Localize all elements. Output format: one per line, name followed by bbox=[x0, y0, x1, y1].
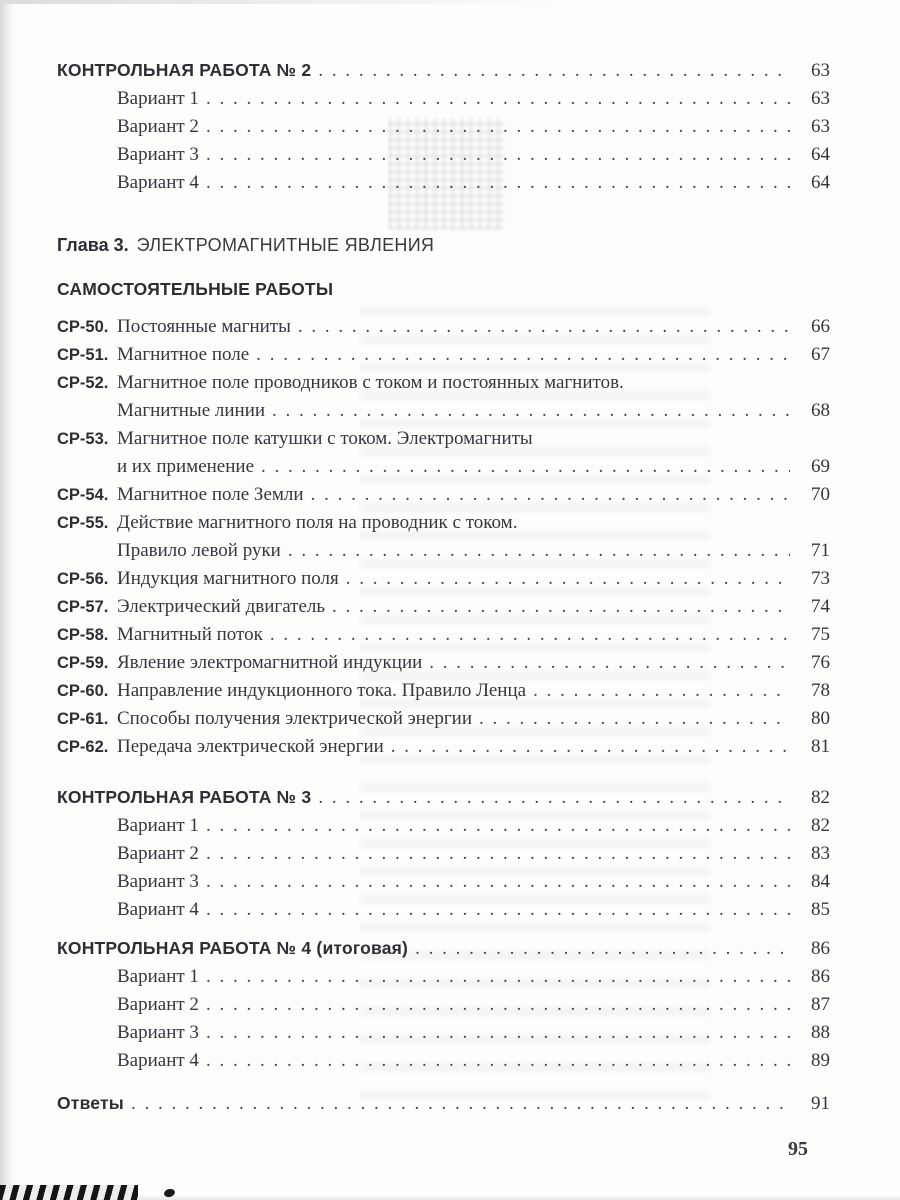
dot-leader bbox=[429, 649, 790, 677]
toc-entry bbox=[57, 509, 830, 565]
dot-leader bbox=[206, 169, 790, 197]
entry-label: Индукция магнитного поля bbox=[117, 568, 339, 589]
toc-entry bbox=[57, 896, 830, 924]
dot-leader bbox=[206, 840, 790, 868]
entry-label: Вариант 4 bbox=[117, 899, 199, 920]
entry-number: СР-50. bbox=[57, 318, 109, 336]
toc-entry bbox=[57, 141, 830, 169]
toc-row bbox=[57, 113, 830, 141]
toc-row bbox=[57, 169, 830, 197]
toc-row bbox=[57, 963, 830, 991]
toc-row bbox=[57, 141, 830, 169]
entry-number: СР-51. bbox=[57, 346, 109, 364]
entry-label: Передача электрической энергии bbox=[117, 736, 384, 757]
toc-row bbox=[57, 1089, 830, 1118]
toc-row bbox=[57, 621, 830, 649]
entry-page: 64 bbox=[811, 172, 830, 193]
entry-page: 70 bbox=[811, 484, 830, 505]
entry-number: Глава 3. bbox=[57, 235, 129, 255]
page-edge-shadow-top bbox=[0, 0, 558, 4]
dot-leader bbox=[311, 481, 790, 509]
entry-label: КОНТРОЛЬНАЯ РАБОТА № 4 (итоговая) bbox=[57, 938, 409, 958]
toc-entry bbox=[57, 56, 830, 85]
toc-entry bbox=[57, 425, 830, 481]
entry-number: СР-59. bbox=[57, 654, 109, 672]
entry-label: Способы получения электрической энергии bbox=[117, 708, 473, 729]
entry-number: СР-60. bbox=[57, 682, 109, 700]
dot-leader bbox=[206, 812, 790, 840]
entry-label: и их применение bbox=[117, 456, 254, 477]
toc-entry bbox=[57, 231, 830, 259]
entry-number: СР-58. bbox=[57, 626, 109, 644]
toc-entry bbox=[57, 705, 830, 733]
toc-entry bbox=[57, 621, 830, 649]
toc-row bbox=[57, 840, 830, 868]
entry-page: 78 bbox=[811, 680, 830, 701]
toc-entry bbox=[57, 934, 830, 963]
toc-entry bbox=[57, 1089, 830, 1118]
toc-entry bbox=[57, 963, 830, 991]
toc-row bbox=[57, 1019, 830, 1047]
entry-page: 68 bbox=[811, 400, 830, 421]
toc-row bbox=[57, 425, 830, 453]
entry-number: СР-56. bbox=[57, 570, 109, 588]
entry-number: СР-57. bbox=[57, 598, 109, 616]
toc-entry bbox=[57, 840, 830, 868]
toc-entry bbox=[57, 85, 830, 113]
toc-entry bbox=[57, 991, 830, 1019]
toc-entry bbox=[57, 1019, 830, 1047]
dot-leader bbox=[206, 141, 790, 169]
entry-number: СР-55. bbox=[57, 514, 109, 532]
toc-row bbox=[57, 733, 830, 761]
entry-label: Магнитные линии bbox=[117, 400, 266, 421]
dot-leader bbox=[318, 57, 790, 85]
toc-row bbox=[57, 481, 830, 509]
toc-row bbox=[57, 341, 830, 369]
page-edge-shadow-left bbox=[0, 0, 14, 1200]
entry-number: СР-61. bbox=[57, 710, 109, 728]
entry-label: Вариант 3 bbox=[117, 871, 199, 892]
entry-label: КОНТРОЛЬНАЯ РАБОТА № 3 bbox=[57, 787, 312, 807]
toc-row bbox=[57, 275, 830, 303]
entry-label: Вариант 2 bbox=[117, 843, 199, 864]
entry-label: Вариант 1 bbox=[117, 966, 199, 987]
toc-entry bbox=[57, 113, 830, 141]
entry-label: Вариант 3 bbox=[117, 144, 199, 165]
toc-row bbox=[57, 677, 830, 705]
toc-row bbox=[57, 313, 830, 341]
entry-label: КОНТРОЛЬНАЯ РАБОТА № 2 bbox=[57, 60, 312, 80]
toc-row bbox=[57, 537, 830, 565]
toc-entry bbox=[57, 369, 830, 425]
entry-page: 82 bbox=[811, 815, 830, 836]
toc-row bbox=[57, 56, 830, 85]
entry-number: СР-62. bbox=[57, 738, 109, 756]
entry-page: 63 bbox=[811, 116, 830, 137]
entry-number: СР-52. bbox=[57, 374, 109, 392]
toc-row bbox=[57, 705, 830, 733]
dot-leader bbox=[256, 341, 790, 369]
dot-leader bbox=[206, 1047, 790, 1075]
dot-leader bbox=[272, 397, 790, 425]
entry-label: ЭЛЕКТРОМАГНИТНЫЕ ЯВЛЕНИЯ bbox=[136, 235, 435, 255]
scan-dot-artifact bbox=[163, 1188, 176, 1198]
toc-row bbox=[57, 1047, 830, 1075]
toc-entry bbox=[57, 593, 830, 621]
dot-leader bbox=[346, 565, 790, 593]
entry-page: 86 bbox=[811, 966, 830, 987]
entry-page: 85 bbox=[811, 899, 830, 920]
entry-label: Вариант 2 bbox=[117, 116, 199, 137]
entry-label: Действие магнитного поля на проводник с током. bbox=[117, 512, 518, 533]
dot-leader bbox=[533, 677, 790, 705]
entry-label: Магнитное поле проводников с током и постоянных магнитов. bbox=[117, 372, 624, 393]
entry-label: Магнитное поле bbox=[117, 344, 250, 365]
toc-entry bbox=[57, 733, 830, 761]
entry-label: Явление электромагнитной индукции bbox=[117, 652, 423, 673]
entry-page: 89 bbox=[811, 1050, 830, 1071]
dot-leader bbox=[318, 784, 790, 812]
entry-label: Постоянные магниты bbox=[117, 316, 291, 337]
entry-page: 91 bbox=[811, 1093, 830, 1114]
toc-entry bbox=[57, 275, 830, 303]
toc-row bbox=[57, 397, 830, 425]
dot-leader bbox=[415, 935, 790, 963]
entry-page: 83 bbox=[811, 843, 830, 864]
page-number-footer: 95 bbox=[788, 1138, 808, 1160]
entry-page: 82 bbox=[811, 787, 830, 808]
entry-number: СР-54. bbox=[57, 486, 109, 504]
toc-row bbox=[57, 991, 830, 1019]
entry-label: Магнитный поток bbox=[117, 624, 263, 645]
toc-row bbox=[57, 565, 830, 593]
dot-leader bbox=[288, 537, 790, 565]
dot-leader bbox=[206, 1019, 790, 1047]
toc-entry bbox=[57, 677, 830, 705]
entry-label: САМОСТОЯТЕЛЬНЫЕ РАБОТЫ bbox=[57, 279, 334, 299]
toc-row bbox=[57, 934, 830, 963]
entry-label: Вариант 3 bbox=[117, 1022, 199, 1043]
toc-row bbox=[57, 453, 830, 481]
entry-label: Вариант 4 bbox=[117, 172, 199, 193]
toc-entry bbox=[57, 481, 830, 509]
entry-page: 75 bbox=[811, 624, 830, 645]
toc-entry bbox=[57, 783, 830, 812]
entry-label: Ответы bbox=[57, 1093, 124, 1113]
dot-leader bbox=[131, 1090, 790, 1118]
dot-leader bbox=[391, 733, 790, 761]
dot-leader bbox=[206, 85, 790, 113]
entry-label: Магнитное поле Земли bbox=[117, 484, 304, 505]
entry-page: 66 bbox=[811, 316, 830, 337]
entry-label: Электрический двигатель bbox=[117, 596, 326, 617]
toc-entry bbox=[57, 313, 830, 341]
entry-label: Магнитное поле катушки с током. Электромагниты bbox=[117, 428, 533, 449]
entry-label: Вариант 2 bbox=[117, 994, 199, 1015]
entry-label: Вариант 1 bbox=[117, 815, 199, 836]
entry-page: 63 bbox=[811, 60, 830, 81]
toc-row bbox=[57, 812, 830, 840]
dot-leader bbox=[206, 896, 790, 924]
toc-row bbox=[57, 509, 830, 537]
entry-page: 74 bbox=[811, 596, 830, 617]
dot-leader bbox=[206, 868, 790, 896]
entry-label: Направление индукционного тока. Правило Ленца bbox=[117, 680, 527, 701]
dot-leader bbox=[479, 705, 790, 733]
toc-row bbox=[57, 593, 830, 621]
entry-page: 64 bbox=[811, 144, 830, 165]
toc-row bbox=[57, 231, 830, 259]
entry-label: Правило левой руки bbox=[117, 540, 281, 561]
entry-page: 69 bbox=[811, 456, 830, 477]
toc-entry bbox=[57, 812, 830, 840]
entry-page: 73 bbox=[811, 568, 830, 589]
toc-row bbox=[57, 85, 830, 113]
toc-entry bbox=[57, 868, 830, 896]
entry-page: 67 bbox=[811, 344, 830, 365]
dot-leader bbox=[270, 621, 790, 649]
toc-row bbox=[57, 369, 830, 397]
entry-page: 71 bbox=[811, 540, 830, 561]
entry-page: 86 bbox=[811, 938, 830, 959]
toc-row bbox=[57, 649, 830, 677]
toc-entry bbox=[57, 565, 830, 593]
dot-leader bbox=[298, 313, 790, 341]
entry-label: Вариант 1 bbox=[117, 88, 199, 109]
entry-page: 84 bbox=[811, 871, 830, 892]
toc-entry bbox=[57, 169, 830, 197]
entry-page: 63 bbox=[811, 88, 830, 109]
dot-leader bbox=[206, 113, 790, 141]
entry-page: 87 bbox=[811, 994, 830, 1015]
toc-row bbox=[57, 783, 830, 812]
entry-page: 81 bbox=[811, 736, 830, 757]
entry-page: 80 bbox=[811, 708, 830, 729]
entry-number: СР-53. bbox=[57, 430, 109, 448]
entry-page: 76 bbox=[811, 652, 830, 673]
toc-entry bbox=[57, 1047, 830, 1075]
dot-leader bbox=[261, 453, 790, 481]
toc-row bbox=[57, 896, 830, 924]
toc-row bbox=[57, 868, 830, 896]
entry-page: 88 bbox=[811, 1022, 830, 1043]
table-of-contents bbox=[57, 56, 830, 1118]
dot-leader bbox=[332, 593, 790, 621]
toc-entry bbox=[57, 649, 830, 677]
toc-entry bbox=[57, 341, 830, 369]
dot-leader bbox=[206, 963, 790, 991]
scan-barcode-artifact bbox=[0, 1185, 138, 1200]
dot-leader bbox=[206, 991, 790, 1019]
entry-label: Вариант 4 bbox=[117, 1050, 199, 1071]
